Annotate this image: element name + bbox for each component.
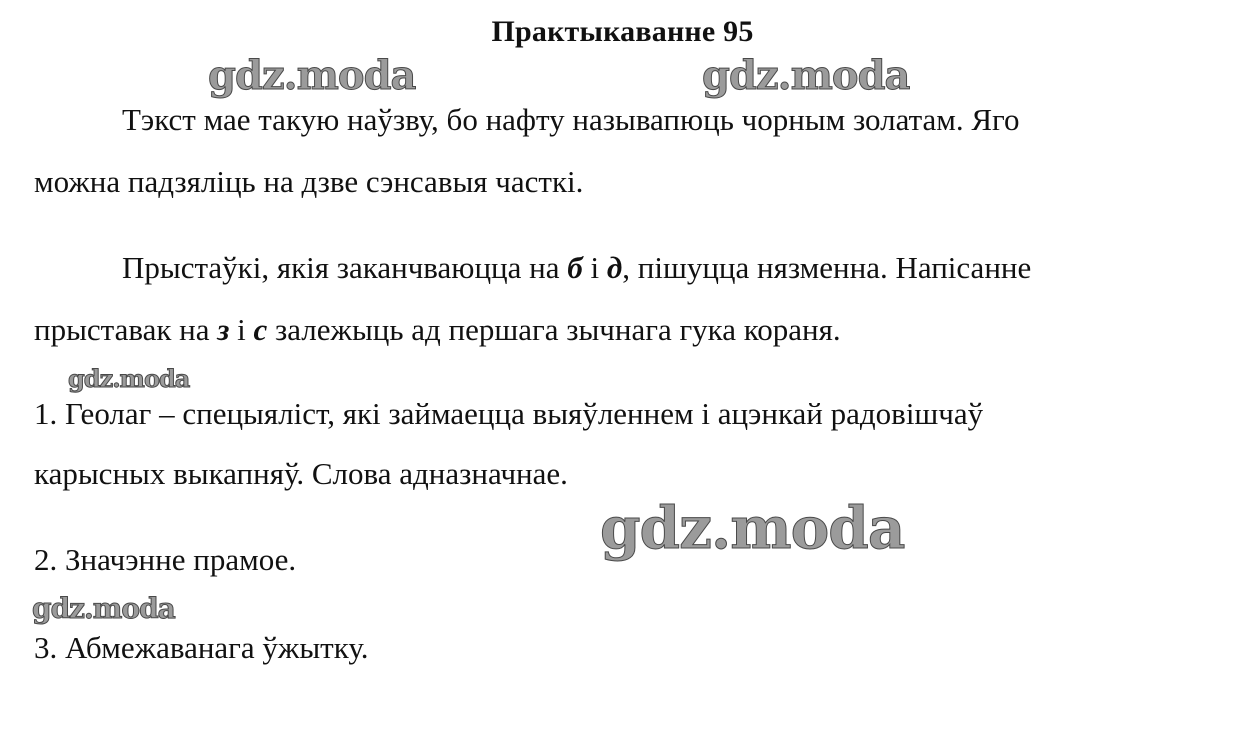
item-3: 3. Абмежаванага ўжытку. (34, 630, 369, 665)
watermark: gdz.moda (600, 494, 905, 562)
text-segment: залежыць ад першага зычнага гука кораня. (267, 312, 841, 347)
text-segment: Прыстаўкі, якія заканчваюцца на (122, 250, 568, 285)
text-segment: і (582, 250, 607, 285)
text-segment: і (229, 312, 254, 347)
text-segment: прыставак на (34, 312, 218, 347)
bold-letter: з (217, 312, 230, 347)
paragraph-2-line-2 (34, 312, 841, 348)
watermark: gdz.moda (68, 364, 190, 393)
item-1-line-1: 1. Геолаг – спецыяліст, які займаецца выяўленнем і ацэнкай радовішчаў (34, 396, 984, 431)
item-1-line-2: карысных выкапняў. Слова адназначнае. (34, 456, 568, 491)
page-title: Практыкаванне 95 (491, 15, 754, 48)
watermark: gdz.moda (208, 52, 416, 99)
bold-letter: б (567, 250, 583, 285)
paragraph-1-line-1: Тэкст мае такую наўзву, бо нафту называпюць чорным золатам. Яго (122, 102, 1020, 137)
text-segment: , пішуцца нязменна. Напісанне (622, 250, 1032, 285)
bold-letter: с (253, 312, 268, 347)
paragraph-2-line-1 (122, 250, 1031, 286)
watermark: gdz.moda (702, 52, 910, 99)
paragraph-1-line-2: можна падзяліць на дзве сэнсавыя часткі. (34, 164, 584, 199)
watermark: gdz.moda (32, 592, 175, 625)
item-2: 2. Значэнне прамое. (34, 542, 297, 577)
bold-letter: д (606, 250, 623, 285)
